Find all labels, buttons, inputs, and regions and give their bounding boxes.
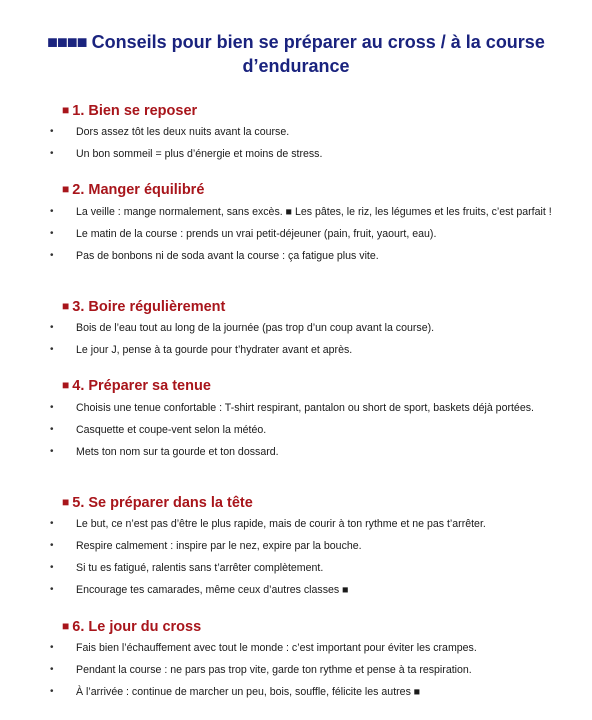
section-le-jour-du-cross	[62, 618, 562, 700]
section-heading-text: 2. Manger équilibré	[72, 182, 205, 198]
section-manger-equilibre	[62, 181, 562, 264]
section-heading-text: 4. Préparer sa tenue	[72, 378, 211, 394]
section-heading	[62, 377, 562, 395]
section-heading	[62, 494, 562, 512]
section-se-preparer-dans-la-tete	[62, 494, 562, 598]
section-boire-regulierement	[62, 298, 562, 358]
list-item: • Le but, ce n’est pas d’être le plus rapide, mais de courir à ton rythme et ne pas t’arrêter.	[56, 516, 556, 532]
section-list	[56, 516, 556, 598]
section-list	[56, 320, 556, 358]
list-item: • Casquette et coupe-vent selon la météo.	[56, 422, 556, 438]
page-title	[40, 30, 552, 78]
list-item: • Fais bien l’échauffement avec tout le monde : c’est important pour éviter les crampes.	[56, 640, 556, 656]
square-bullet-icon: ■	[62, 182, 70, 196]
square-bullet-icon: ■	[62, 299, 70, 313]
section-heading-text: 1. Bien se reposer	[72, 103, 198, 119]
square-bullet-icon: ■	[62, 495, 70, 509]
list-item: • Le jour J, pense à ta gourde pour t’hydrater avant et après.	[56, 342, 556, 358]
section-bien-se-reposer	[62, 102, 562, 162]
list-item: • Encourage tes camarades, même ceux d’autres classes ■	[56, 582, 556, 598]
list-item: • La veille : mange normalement, sans excès. ■ Les pâtes, le riz, les légumes et les fruits, c’est parfait !	[56, 204, 556, 220]
section-list	[56, 204, 556, 264]
section-heading-text: 5. Se préparer dans la tête	[72, 495, 253, 511]
list-item: • Si tu es fatigué, ralentis sans t’arrêter complètement.	[56, 560, 556, 576]
list-item: • Respire calmement : inspire par le nez, expire par la bouche.	[56, 538, 556, 554]
list-item: • À l’arrivée : continue de marcher un peu, bois, souffle, félicite les autres ■	[56, 684, 556, 700]
section-preparer-sa-tenue	[62, 377, 562, 460]
square-bullet-icon: ■	[62, 619, 70, 633]
section-heading	[62, 618, 562, 636]
title-text: Conseils pour bien se préparer au cross / à la course d’endurance	[91, 32, 545, 76]
section-list	[56, 640, 556, 700]
section-heading-text: 3. Boire régulièrement	[72, 299, 226, 315]
section-heading	[62, 298, 562, 316]
section-heading	[62, 102, 562, 120]
section-heading-text: 6. Le jour du cross	[72, 619, 202, 635]
square-bullet-icon: ■	[62, 378, 70, 392]
list-item: • Bois de l’eau tout au long de la journée (pas trop d’un coup avant la course).	[56, 320, 556, 336]
list-item: • Mets ton nom sur ta gourde et ton dossard.	[56, 444, 556, 460]
title-squares-icon: ■■■■	[47, 32, 87, 52]
list-item: • Choisis une tenue confortable : T-shirt respirant, pantalon ou short de sport, baskets déjà portées.	[56, 400, 556, 416]
square-bullet-icon: ■	[62, 103, 70, 117]
list-item: • Pas de bonbons ni de soda avant la course : ça fatigue plus vite.	[56, 248, 556, 264]
section-list	[56, 400, 556, 460]
list-item: • Pendant la course : ne pars pas trop vite, garde ton rythme et pense à ta respiration.	[56, 662, 556, 678]
list-item: • Dors assez tôt les deux nuits avant la course.	[56, 124, 556, 140]
list-item: • Le matin de la course : prends un vrai petit-déjeuner (pain, fruit, yaourt, eau).	[56, 226, 556, 242]
list-item: • Un bon sommeil = plus d’énergie et moins de stress.	[56, 146, 556, 162]
section-heading	[62, 181, 562, 199]
section-list	[56, 124, 556, 162]
